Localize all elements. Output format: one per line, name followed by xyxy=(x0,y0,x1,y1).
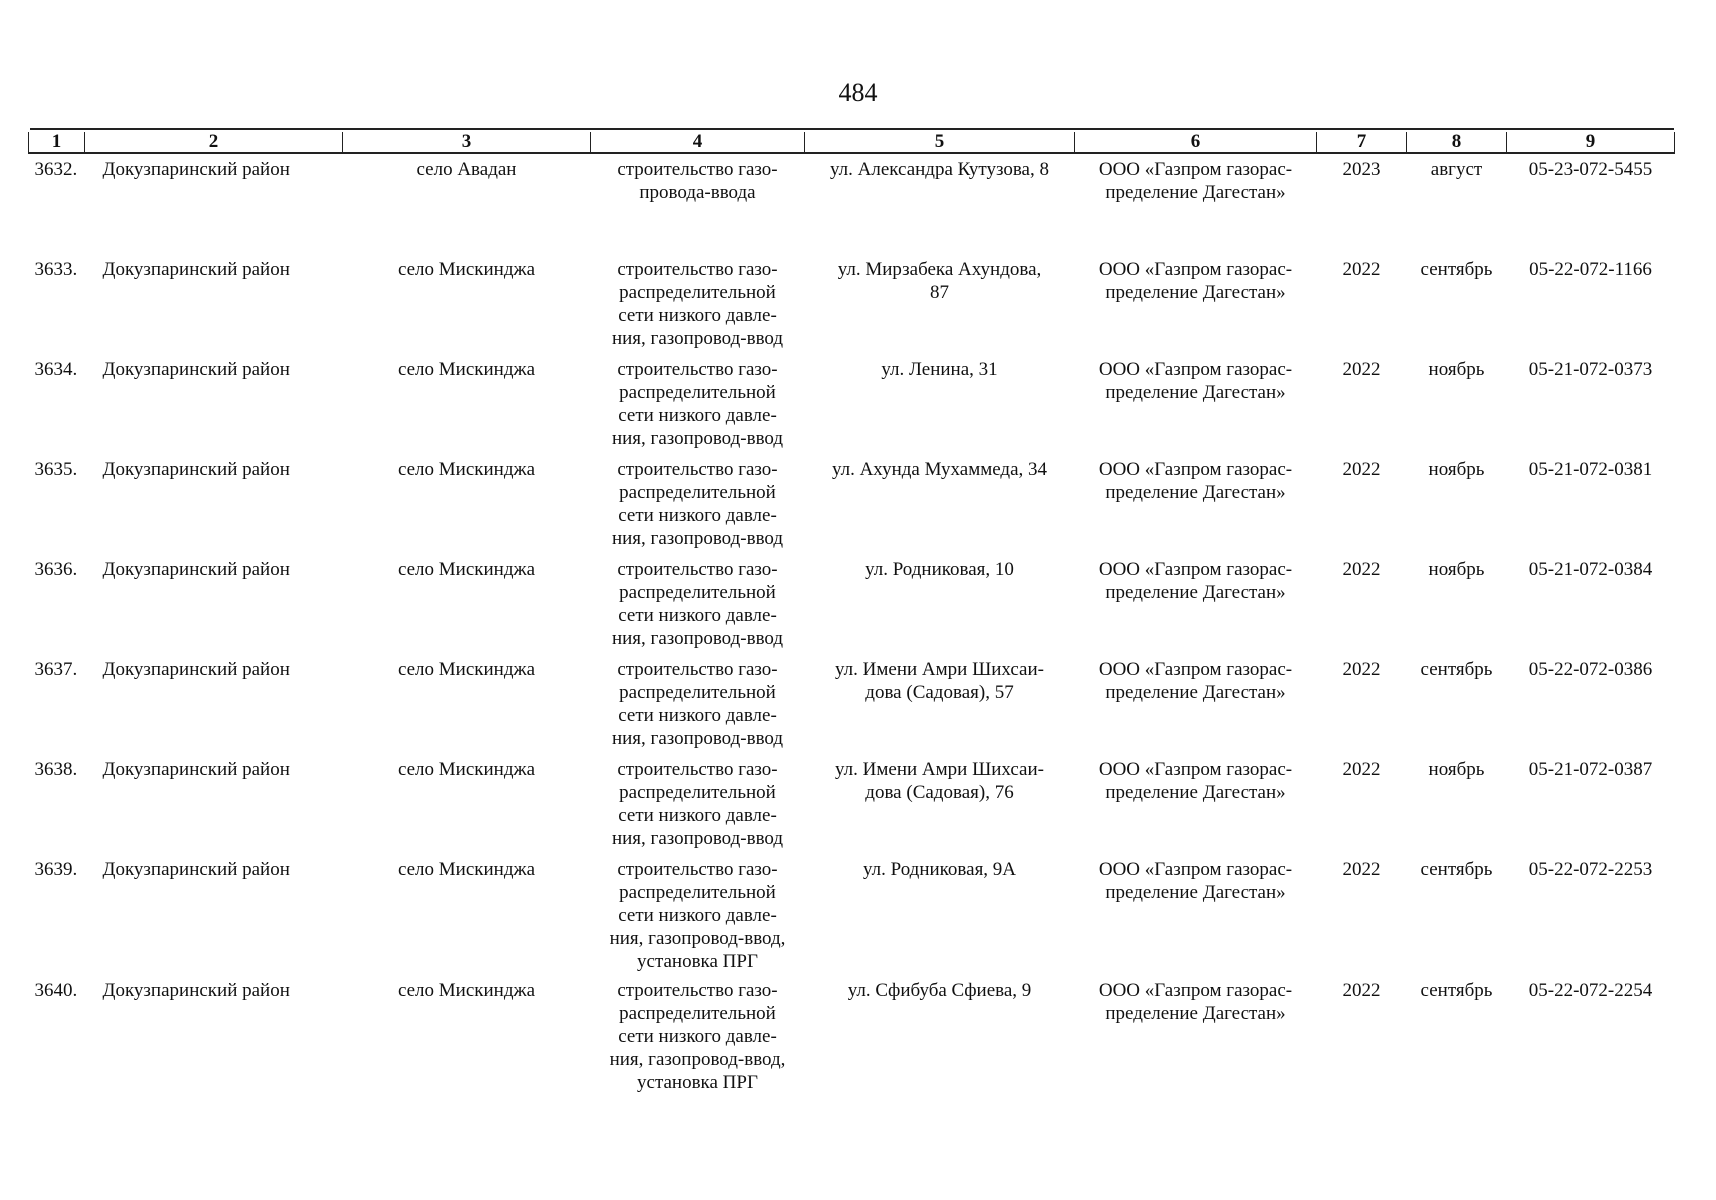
header-row xyxy=(29,132,1675,153)
work-description-cell-line: распределительной xyxy=(619,582,776,603)
work-description-cell-line: распределительной xyxy=(619,382,776,403)
work-description-cell xyxy=(591,854,805,975)
work-description-cell xyxy=(591,754,805,854)
address-cell-line: ул. Имени Амри Шихсаи- xyxy=(835,659,1044,680)
organization-cell-line: ООО «Газпром газорас- xyxy=(1098,259,1293,280)
work-description-cell-line: сети низкого давле- xyxy=(618,505,777,526)
work-description-cell-line: провода-ввода xyxy=(639,182,756,203)
code-cell: 05-21-072-0373 xyxy=(1528,359,1653,380)
work-description-cell-line: распределительной xyxy=(619,682,776,703)
code-cell: 05-23-072-5455 xyxy=(1528,159,1653,180)
work-description-cell-line: распределительной xyxy=(619,482,776,503)
organization-cell-line: ООО «Газпром газорас- xyxy=(1098,159,1293,180)
address-cell xyxy=(805,153,1075,254)
month-cell: сентябрь xyxy=(1420,259,1493,280)
work-description-cell-line: строительство газо- xyxy=(617,359,778,380)
year-cell: 2022 xyxy=(1342,980,1381,1001)
work-description-cell-line: установка ПРГ xyxy=(637,951,758,972)
work-description-cell-line: сети низкого давле- xyxy=(618,1026,777,1047)
address-cell xyxy=(805,554,1075,654)
row-number: 3636. xyxy=(34,559,78,580)
organization-cell-line: пределение Дагестан» xyxy=(1105,182,1286,203)
organization-cell-line: пределение Дагестан» xyxy=(1105,282,1286,303)
settlement-cell: село Мискинджа xyxy=(397,359,536,380)
address-cell-line: 87 xyxy=(930,282,949,303)
year-cell: 2022 xyxy=(1342,759,1381,780)
organization-cell-line: пределение Дагестан» xyxy=(1105,882,1286,903)
organization-cell xyxy=(1075,654,1317,754)
work-description-cell-line: распределительной xyxy=(619,782,776,803)
table-row xyxy=(29,354,1675,454)
work-description-cell-line: установка ПРГ xyxy=(637,1072,758,1093)
month-cell: август xyxy=(1430,159,1483,180)
register-table xyxy=(28,132,1675,1096)
organization-cell-line: ООО «Газпром газорас- xyxy=(1098,759,1293,780)
work-description-cell-line: сети низкого давле- xyxy=(618,905,777,926)
settlement-cell: село Мискинджа xyxy=(397,659,536,680)
address-cell-line: ул. Родниковая, 10 xyxy=(865,559,1014,580)
work-description-cell-line: ния, газопровод-ввод xyxy=(611,328,784,349)
year-cell: 2022 xyxy=(1342,259,1381,280)
district-cell: Докузпаринский район xyxy=(102,559,290,580)
table-row xyxy=(29,254,1675,354)
work-description-cell-line: ния, газопровод-ввод, xyxy=(609,1049,786,1070)
address-cell-line: ул. Имени Амри Шихсаи- xyxy=(835,759,1044,780)
table-body xyxy=(29,153,1675,1096)
header-col-4: 4 xyxy=(591,132,805,153)
organization-cell xyxy=(1075,854,1317,975)
work-description-cell-line: строительство газо- xyxy=(617,859,778,880)
table-row xyxy=(29,854,1675,975)
month-cell: ноябрь xyxy=(1428,759,1485,780)
address-cell xyxy=(805,254,1075,354)
code-cell: 05-22-072-0386 xyxy=(1528,659,1653,680)
address-cell-line: дова (Садовая), 57 xyxy=(865,682,1014,703)
work-description-cell-line: сети низкого давле- xyxy=(618,405,777,426)
year-cell: 2022 xyxy=(1342,359,1381,380)
work-description-cell-line: ния, газопровод-ввод xyxy=(611,528,784,549)
district-cell: Докузпаринский район xyxy=(102,859,290,880)
address-cell-line: ул. Ахунда Мухаммеда, 34 xyxy=(831,459,1048,480)
district-cell: Докузпаринский район xyxy=(102,159,290,180)
month-cell: ноябрь xyxy=(1428,359,1485,380)
top-rule xyxy=(30,128,1674,130)
organization-cell-line: пределение Дагестан» xyxy=(1105,482,1286,503)
work-description-cell xyxy=(591,354,805,454)
work-description-cell-line: строительство газо- xyxy=(617,459,778,480)
month-cell: сентябрь xyxy=(1420,659,1493,680)
code-cell: 05-21-072-0384 xyxy=(1528,559,1653,580)
year-cell: 2022 xyxy=(1342,659,1381,680)
work-description-cell xyxy=(591,975,805,1096)
work-description-cell-line: сети низкого давле- xyxy=(618,805,777,826)
work-description-cell-line: распределительной xyxy=(619,882,776,903)
row-number: 3637. xyxy=(34,659,78,680)
district-cell: Докузпаринский район xyxy=(102,459,290,480)
month-cell: ноябрь xyxy=(1428,459,1485,480)
work-description-cell-line: ния, газопровод-ввод xyxy=(611,728,784,749)
work-description-cell xyxy=(591,654,805,754)
work-description-cell-line: строительство газо- xyxy=(617,559,778,580)
work-description-cell xyxy=(591,153,805,254)
organization-cell-line: ООО «Газпром газорас- xyxy=(1098,859,1293,880)
work-description-cell-line: строительство газо- xyxy=(617,159,778,180)
row-number: 3638. xyxy=(34,759,78,780)
month-cell: сентябрь xyxy=(1420,859,1493,880)
work-description-cell-line: ния, газопровод-ввод xyxy=(611,428,784,449)
organization-cell-line: ООО «Газпром газорас- xyxy=(1098,459,1293,480)
organization-cell xyxy=(1075,754,1317,854)
district-cell: Докузпаринский район xyxy=(102,659,290,680)
address-cell xyxy=(805,354,1075,454)
year-cell: 2023 xyxy=(1342,159,1381,180)
organization-cell xyxy=(1075,153,1317,254)
work-description-cell xyxy=(591,254,805,354)
organization-cell-line: пределение Дагестан» xyxy=(1105,682,1286,703)
page-number: 484 xyxy=(838,78,878,107)
address-cell xyxy=(805,754,1075,854)
header-col-5: 5 xyxy=(805,132,1075,153)
year-cell: 2022 xyxy=(1342,559,1381,580)
settlement-cell: село Мискинджа xyxy=(397,759,536,780)
work-description-cell-line: ния, газопровод-ввод, xyxy=(609,928,786,949)
header-col-8: 8 xyxy=(1407,132,1507,153)
settlement-cell: село Мискинджа xyxy=(397,259,536,280)
district-cell: Докузпаринский район xyxy=(102,980,290,1001)
header-col-9: 9 xyxy=(1507,132,1675,153)
month-cell: сентябрь xyxy=(1420,980,1493,1001)
organization-cell xyxy=(1075,554,1317,654)
address-cell-line: ул. Александра Кутузова, 8 xyxy=(829,159,1049,180)
settlement-cell: село Мискинджа xyxy=(397,980,536,1001)
work-description-cell-line: сети низкого давле- xyxy=(618,305,777,326)
code-cell: 05-21-072-0387 xyxy=(1528,759,1653,780)
table-row xyxy=(29,454,1675,554)
address-cell xyxy=(805,454,1075,554)
district-cell: Докузпаринский район xyxy=(102,759,290,780)
organization-cell-line: пределение Дагестан» xyxy=(1105,382,1286,403)
work-description-cell-line: строительство газо- xyxy=(617,259,778,280)
header-col-1: 1 xyxy=(29,132,85,153)
address-cell xyxy=(805,975,1075,1096)
organization-cell-line: пределение Дагестан» xyxy=(1105,1003,1286,1024)
table-row xyxy=(29,975,1675,1096)
code-cell: 05-22-072-1166 xyxy=(1529,259,1652,280)
organization-cell xyxy=(1075,975,1317,1096)
address-cell xyxy=(805,854,1075,975)
year-cell: 2022 xyxy=(1342,459,1381,480)
address-cell-line: ул. Сфибуба Сфиева, 9 xyxy=(847,980,1032,1001)
organization-cell-line: ООО «Газпром газорас- xyxy=(1098,559,1293,580)
row-number: 3634. xyxy=(34,359,78,380)
address-cell-line: ул. Мирзабека Ахундова, xyxy=(837,259,1042,280)
header-col-3: 3 xyxy=(343,132,591,153)
address-cell-line: дова (Садовая), 76 xyxy=(865,782,1014,803)
organization-cell-line: ООО «Газпром газорас- xyxy=(1098,359,1293,380)
row-number: 3635. xyxy=(34,459,78,480)
header-col-2: 2 xyxy=(85,132,343,153)
code-cell: 05-22-072-2254 xyxy=(1528,980,1653,1001)
table-row xyxy=(29,654,1675,754)
work-description-cell xyxy=(591,554,805,654)
address-cell-line: ул. Ленина, 31 xyxy=(881,359,998,380)
work-description-cell xyxy=(591,454,805,554)
header-col-6: 6 xyxy=(1075,132,1317,153)
work-description-cell-line: распределительной xyxy=(619,282,776,303)
work-description-cell-line: строительство газо- xyxy=(617,659,778,680)
month-cell: ноябрь xyxy=(1428,559,1485,580)
district-cell: Докузпаринский район xyxy=(102,359,290,380)
district-cell: Докузпаринский район xyxy=(102,259,290,280)
address-cell xyxy=(805,654,1075,754)
address-cell-line: ул. Родниковая, 9А xyxy=(862,859,1017,880)
work-description-cell-line: ния, газопровод-ввод xyxy=(611,628,784,649)
organization-cell xyxy=(1075,354,1317,454)
row-number: 3639. xyxy=(34,859,78,880)
organization-cell xyxy=(1075,454,1317,554)
work-description-cell-line: сети низкого давле- xyxy=(618,605,777,626)
header-col-7: 7 xyxy=(1317,132,1407,153)
organization-cell-line: ООО «Газпром газорас- xyxy=(1098,980,1293,1001)
table-row xyxy=(29,153,1675,254)
work-description-cell-line: ния, газопровод-ввод xyxy=(611,828,784,849)
organization-cell-line: пределение Дагестан» xyxy=(1105,582,1286,603)
settlement-cell: село Мискинджа xyxy=(397,459,536,480)
code-cell: 05-22-072-2253 xyxy=(1528,859,1653,880)
work-description-cell-line: сети низкого давле- xyxy=(618,705,777,726)
organization-cell-line: ООО «Газпром газорас- xyxy=(1098,659,1293,680)
year-cell: 2022 xyxy=(1342,859,1381,880)
row-number: 3633. xyxy=(34,259,78,280)
settlement-cell: село Мискинджа xyxy=(397,559,536,580)
settlement-cell: село Авадан xyxy=(416,159,517,180)
work-description-cell-line: распределительной xyxy=(619,1003,776,1024)
code-cell: 05-21-072-0381 xyxy=(1528,459,1653,480)
settlement-cell: село Мискинджа xyxy=(397,859,536,880)
organization-cell-line: пределение Дагестан» xyxy=(1105,782,1286,803)
table-row xyxy=(29,754,1675,854)
row-number: 3640. xyxy=(34,980,78,1001)
work-description-cell-line: строительство газо- xyxy=(617,980,778,1001)
row-number: 3632. xyxy=(34,159,78,180)
work-description-cell-line: строительство газо- xyxy=(617,759,778,780)
table-row xyxy=(29,554,1675,654)
organization-cell xyxy=(1075,254,1317,354)
